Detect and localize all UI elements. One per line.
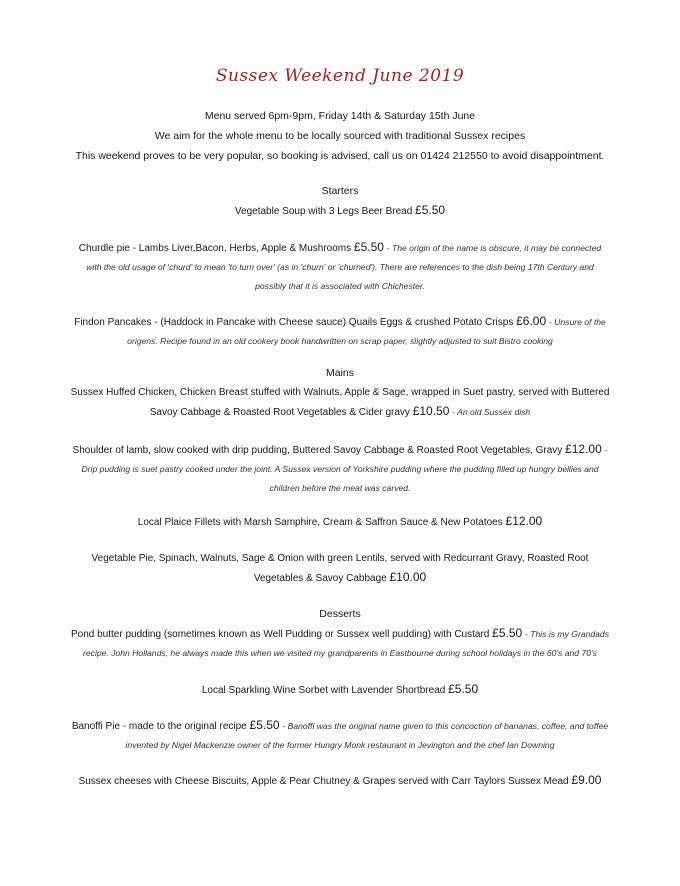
item-price: £12.00 bbox=[565, 442, 602, 456]
item-name: Shoulder of lamb, slow cooked with drip pudding, Buttered Savoy Cabbage & Roasted Root Vegetables, Gravy bbox=[72, 445, 563, 456]
item-price: £5.50 bbox=[448, 682, 479, 696]
menu-item bbox=[70, 440, 610, 498]
intro-line: Menu served 6pm-9pm, Friday 14th & Saturday 15th June bbox=[204, 110, 476, 122]
item-note: - Drip pudding is suet pastry cooked under the joint. A Sussex version of Yorkshire pudding where the pudding filled up hungry bellies and children before the meat was carved. bbox=[81, 445, 608, 493]
item-note: - An old Sussex dish bbox=[452, 407, 531, 417]
item-note: - Unsure of the origens. Recipe found in an old cookery book handwritten on scrap paper, slightly adjusted to suit Bistro cooking bbox=[127, 317, 606, 346]
intro-block bbox=[0, 106, 680, 166]
section-heading-starters: Starters bbox=[321, 185, 359, 197]
item-price: £5.50 bbox=[415, 203, 446, 217]
item-name: Vegetable Soup with 3 Legs Beer Bread bbox=[234, 206, 413, 217]
menu-item bbox=[70, 383, 610, 422]
item-name: Vegetable Pie, Spinach, Walnuts, Sage & Onion with green Lentils, served with Redcurrant Gravy, Roasted Root Vegetables & Savoy Cabbage bbox=[91, 553, 589, 584]
item-name: Churdle pie - Lambs Liver,Bacon, Herbs, Apple & Mushrooms bbox=[78, 243, 352, 254]
menu-item bbox=[70, 716, 610, 755]
menu-item bbox=[70, 624, 610, 663]
menu-item bbox=[70, 771, 610, 791]
menu-item bbox=[70, 512, 610, 532]
item-name: Findon Pancakes - (Haddock in Pancake with Cheese sauce) Quails Eggs & crushed Potato Crisps bbox=[74, 317, 514, 328]
menu-title: Sussex Weekend June 2019 bbox=[215, 66, 465, 86]
item-note: - This is my Grandads recipe. John Hollands, he always made this when we visited my grandparents in Eastbourne during school holidays in the 60's and 70's bbox=[83, 629, 610, 658]
section-heading-desserts: Desserts bbox=[319, 608, 361, 620]
item-price: £6.00 bbox=[516, 314, 547, 328]
mains-heading-block bbox=[70, 364, 610, 422]
item-name: Sussex Huffed Chicken, Chicken Breast stuffed with Walnuts, Apple & Sage, wrapped in Suet pastry, served with Buttered Savoy Cabbage & Roasted Root Vegetables & Cider gravy bbox=[70, 387, 610, 418]
menu-item bbox=[70, 201, 610, 221]
item-name: Sussex cheeses with Cheese Biscuits, Apple & Pear Chutney & Grapes served with Carr Taylors Sussex Mead bbox=[78, 776, 569, 787]
item-name: Banoffi Pie - made to the original recipe bbox=[71, 721, 247, 732]
item-note: - The origin of the name is obscure, it may be connected with the old usage of 'churd' to mean 'to turn over' (as in 'churn' or 'churned'). There are references to the dish being 17th Century and possibly that it is associated with Chichester. bbox=[86, 243, 602, 291]
item-price: £5.50 bbox=[353, 240, 384, 254]
item-note: - Banoffi was the original name given to this concoction of bananas, coffee, and toffee invented by Nigel Mackenzie owner of the former Hungry Monk restaurant in Jevington and the chef Ian Downing bbox=[125, 721, 609, 750]
item-price: £12.00 bbox=[505, 514, 543, 528]
menu-item bbox=[70, 549, 610, 588]
item-name: Local Sparkling Wine Sorbet with Lavender Shortbread bbox=[201, 685, 446, 696]
item-price: £5.50 bbox=[492, 626, 523, 640]
starters-heading-block bbox=[70, 182, 610, 221]
menu-item bbox=[70, 312, 610, 351]
intro-line: This weekend proves to be very popular, so booking is advised, call us on 01424 212550 to avoid disappointment. bbox=[75, 150, 605, 162]
item-price: £9.00 bbox=[571, 773, 602, 787]
item-price: £10.00 bbox=[389, 570, 427, 584]
section-heading-mains: Mains bbox=[325, 367, 354, 379]
item-price: £10.50 bbox=[412, 404, 450, 418]
menu-item bbox=[70, 680, 610, 700]
intro-line: We aim for the whole menu to be locally sourced with traditional Sussex recipes bbox=[154, 130, 526, 142]
menu-item bbox=[70, 238, 610, 296]
item-price: £5.50 bbox=[249, 718, 280, 732]
item-name: Pond butter pudding (sometimes known as Well Pudding or Sussex well pudding) with Custard bbox=[70, 629, 490, 640]
item-name: Local Plaice Fillets with Marsh Samphire, Cream & Saffron Sauce & New Potatoes bbox=[137, 517, 503, 528]
desserts-heading-block bbox=[70, 605, 610, 663]
